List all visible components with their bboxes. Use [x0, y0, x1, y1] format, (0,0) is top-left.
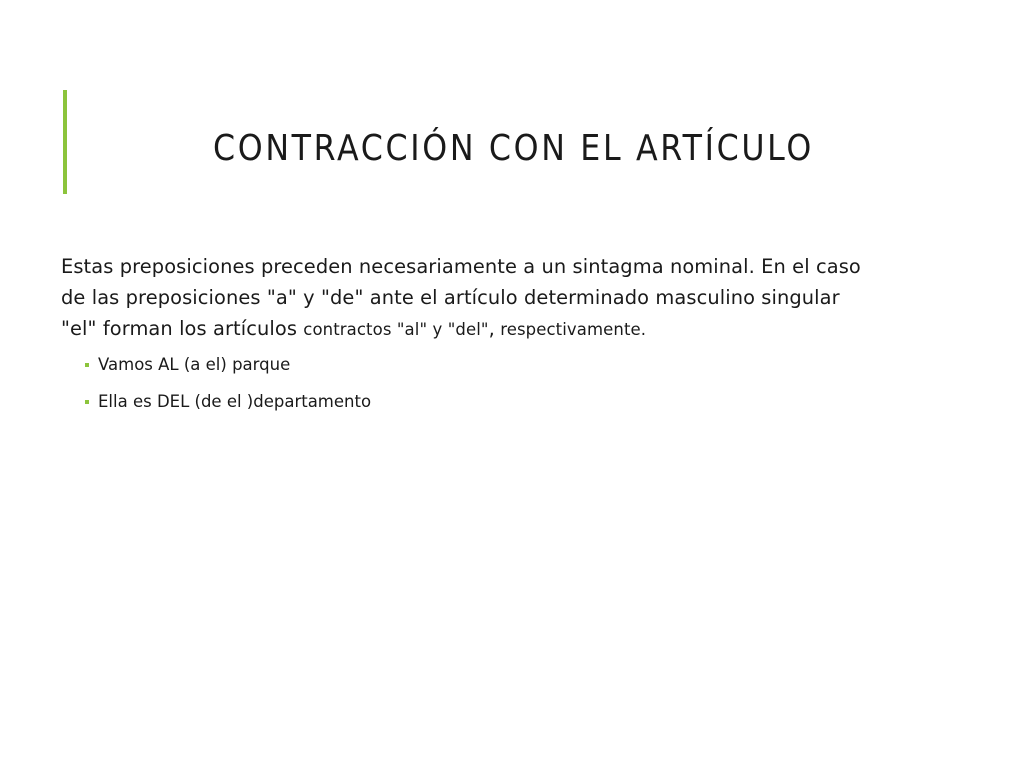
paragraph-line-3-end: respectivamente.: [494, 320, 647, 339]
square-bullet-icon: [85, 400, 89, 404]
body-paragraph: [61, 251, 971, 345]
paragraph-line-3-main: "el" forman los artículos: [61, 317, 304, 340]
slide-title: CONTRACCIÓN CON EL ARTÍCULO: [213, 128, 814, 169]
paragraph-line-3-comma: ,: [488, 317, 495, 340]
bullet-text: Vamos AL (a el) parque: [98, 355, 291, 374]
paragraph-line-2: de las preposiciones "a" y "de" ante el artículo determinado masculino singular: [61, 286, 840, 309]
list-item: [85, 392, 971, 412]
slide-body: [61, 251, 971, 429]
bullet-text: Ella es DEL (de el )departamento: [98, 392, 372, 411]
list-item: [85, 355, 971, 375]
square-bullet-icon: [85, 363, 89, 367]
paragraph-line-1: Estas preposiciones preceden necesariamente a un sintagma nominal. En el caso: [61, 255, 861, 278]
bullet-list: [61, 355, 971, 412]
paragraph-line-3-small: contractos "al" y "del": [303, 320, 489, 339]
title-accent-bar: [63, 90, 67, 194]
